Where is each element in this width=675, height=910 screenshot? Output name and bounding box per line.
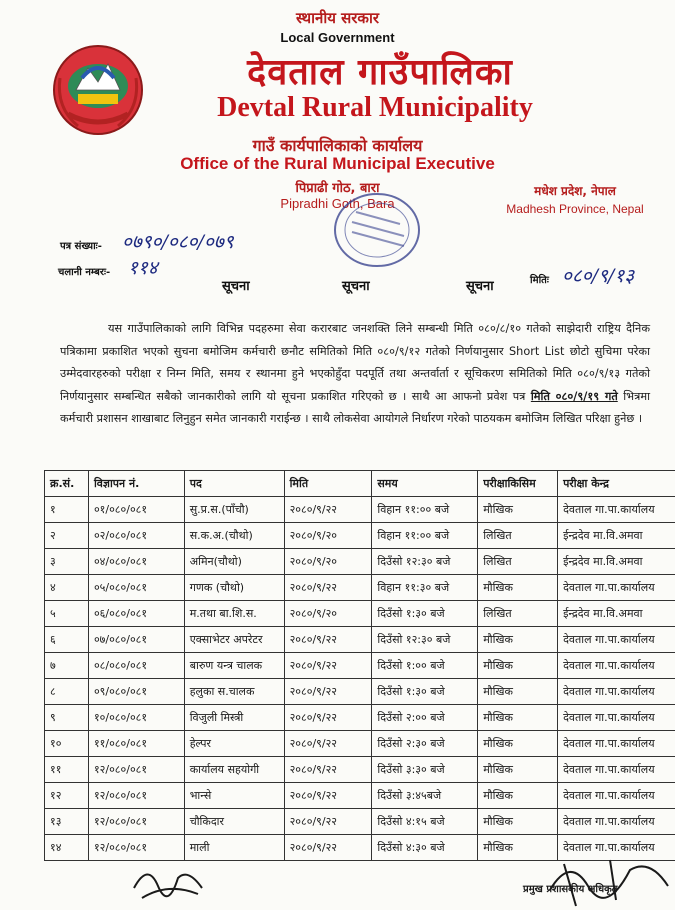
patra-label: पत्र संख्याः- <box>60 241 102 252</box>
gov-np: स्थानीय सरकार <box>296 9 379 27</box>
cell-date: २०८०/९/२० <box>284 523 372 549</box>
cell-post: एक्साभेटर अपरेटर <box>184 627 284 653</box>
table-row <box>45 679 675 705</box>
cell-exam-type: मौखिक <box>478 783 558 809</box>
cell-post: सु.प्र.स.(पाँचौ) <box>184 497 284 523</box>
address-np: पिप्राढी गोठ, बारा <box>295 181 380 196</box>
cell-ad-no: ०५/०८०/०८१ <box>88 575 184 601</box>
cell-exam-type: मौखिक <box>478 627 558 653</box>
cell-time: विहान ११:३० बजे <box>372 575 478 601</box>
cell-exam-type: मौखिक <box>478 835 558 861</box>
header-date: मिति <box>284 471 372 497</box>
patra-value: ०७९०/०८०/०७९ <box>122 231 234 253</box>
cell-date: २०८०/९/२२ <box>284 679 372 705</box>
cell-exam-type: मौखिक <box>478 705 558 731</box>
cell-exam-type: मौखिक <box>478 575 558 601</box>
cell-time: दिउँसो १२:३० बजे <box>372 549 478 575</box>
cell-sn: १० <box>45 731 89 757</box>
cell-ad-no: ०२/०८०/०८१ <box>88 523 184 549</box>
cell-exam-center: देवताल गा.पा.कार्यालय <box>558 731 675 757</box>
cell-time: विहान ११:०० बजे <box>372 523 478 549</box>
cell-ad-no: १२/०८०/०८१ <box>88 835 184 861</box>
cell-exam-center: देवताल गा.पा.कार्यालय <box>558 653 675 679</box>
cell-date: २०८०/९/२२ <box>284 835 372 861</box>
cell-sn: १ <box>45 497 89 523</box>
header-ad-no: विज्ञापन नं. <box>88 471 184 497</box>
cell-date: २०८०/९/२० <box>284 601 372 627</box>
address-en: Pipradhi Goth, Bara <box>280 196 395 211</box>
cell-post: माली <box>184 835 284 861</box>
cell-exam-type: मौखिक <box>478 809 558 835</box>
cell-date: २०८०/९/२२ <box>284 627 372 653</box>
body-part-2: भित्रमा कर्मचारी प्रशासन शाखाबाट लिनुहुन समेत जानकारी गराईन्छ । साथै लोकसेवा आयोगले निर्धारण गरेको पाठयकम बमोजिम लिखित परिक्षा हुनेछ । <box>60 389 651 425</box>
cell-sn: ८ <box>45 679 89 705</box>
table-row <box>45 523 675 549</box>
cell-post: स.क.अ.(चौथो) <box>184 523 284 549</box>
cell-sn: ७ <box>45 653 89 679</box>
table-row <box>45 497 675 523</box>
cell-post: म.तथा बा.शि.स. <box>184 601 284 627</box>
cell-sn: ९ <box>45 705 89 731</box>
cell-time: दिउँसो ४:१५ बजे <box>372 809 478 835</box>
cell-exam-center: देवताल गा.पा.कार्यालय <box>558 705 675 731</box>
table-body <box>45 497 675 861</box>
cell-time: दिउँसो ३:३० बजे <box>372 757 478 783</box>
office-stamp-icon <box>322 188 432 272</box>
cell-sn: ३ <box>45 549 89 575</box>
cell-post: गणक (चौथो) <box>184 575 284 601</box>
cell-date: २०८०/९/२२ <box>284 731 372 757</box>
table-row <box>45 627 675 653</box>
cell-ad-no: १२/०८०/०८१ <box>88 809 184 835</box>
cell-exam-center: देवताल गा.पा.कार्यालय <box>558 809 675 835</box>
cell-time: दिउँसो २:०० बजे <box>372 705 478 731</box>
cell-exam-type: मौखिक <box>478 497 558 523</box>
cell-date: २०८०/९/२२ <box>284 653 372 679</box>
cell-post: भान्से <box>184 783 284 809</box>
municipality-en: Devtal Rural Municipality <box>217 92 533 123</box>
cell-ad-no: १२/०८०/०८१ <box>88 757 184 783</box>
table-row <box>45 601 675 627</box>
cell-exam-center: देवताल गा.पा.कार्यालय <box>558 627 675 653</box>
cell-sn: १३ <box>45 809 89 835</box>
province-en: Madhesh Province, Nepal <box>506 202 644 216</box>
cell-ad-no: १२/०८०/०८१ <box>88 783 184 809</box>
cell-date: २०८०/९/२२ <box>284 497 372 523</box>
notice-title-1: सूचना <box>222 279 250 294</box>
cell-sn: ४ <box>45 575 89 601</box>
notice-title-3: सूचना <box>466 279 494 294</box>
table-row <box>45 549 675 575</box>
cell-time: विहान ११:०० बजे <box>372 497 478 523</box>
cell-exam-center: देवताल गा.पा.कार्यालय <box>558 575 675 601</box>
signatory-title: प्रमुख प्रशासकीय अधिकृत <box>523 884 618 895</box>
cell-exam-center: ईन्द्रदेव मा.वि.अमवा <box>558 549 675 575</box>
cell-post: हेल्पर <box>184 731 284 757</box>
nepal-emblem-icon <box>48 38 148 138</box>
cell-post: विजुली मिस्त्री <box>184 705 284 731</box>
cell-ad-no: १०/०८०/०८१ <box>88 705 184 731</box>
cell-ad-no: ०९/०८०/०८१ <box>88 679 184 705</box>
table-row <box>45 757 675 783</box>
cell-exam-center: देवताल गा.पा.कार्यालय <box>558 497 675 523</box>
cell-time: दिउँसो १:०० बजे <box>372 653 478 679</box>
notice-body <box>60 318 650 431</box>
signature-left-icon <box>128 858 208 904</box>
body-part-1: यस गाउँपालिकाको लागि विभिन्न पदहरुमा सेवा करारबाट जनशक्ति लिने सम्बन्धी मिति ०८०/८/१० गतेको साझेदारी राष्ट्रिय दैनिक पत्रिकामा प्रकाशित भएको सुचना बमोजिम कर्मचारी छनौट समितिको मिति ०८०/९/१२ गतेको निर्णयानुसार Short List छोटो सुचिमा परेका उम्मेदवारहरुको परीक्षा र निम्न मिति, समय र स्थानमा हुने भएकोहुँदा पदपूर्ति तथा अन्तर्वार्ता र सूचिकरण समितिको मिति ०८०/९/१३ गतेको निर्णयानुसार सम्बन्धित सबैको जानकारीको लागि यो सूचना प्रकाशित गरिएको छ । साथै आ आफनो प्रवेश पत्र <box>60 322 650 403</box>
miti-value: ०८०/९/१३ <box>562 265 635 287</box>
cell-sn: ६ <box>45 627 89 653</box>
office-en: Office of the Rural Municipal Executive <box>180 154 495 173</box>
cell-exam-center: देवताल गा.पा.कार्यालय <box>558 757 675 783</box>
cell-time: दिउँसो १:३० बजे <box>372 679 478 705</box>
table-row <box>45 731 675 757</box>
cell-date: २०८०/९/२२ <box>284 575 372 601</box>
cell-exam-center: देवताल गा.पा.कार्यालय <box>558 835 675 861</box>
cell-exam-type: लिखित <box>478 601 558 627</box>
cell-date: २०८०/९/२० <box>284 549 372 575</box>
cell-exam-center: देवताल गा.पा.कार्यालय <box>558 783 675 809</box>
cell-exam-center: ईन्द्रदेव मा.वि.अमवा <box>558 601 675 627</box>
cell-post: हलुका स.चालक <box>184 679 284 705</box>
office-np: गाउँ कार्यपालिकाको कार्यालय <box>252 136 423 155</box>
cell-exam-type: लिखित <box>478 523 558 549</box>
table-row <box>45 653 675 679</box>
signature-right-icon <box>540 850 675 910</box>
table-row <box>45 783 675 809</box>
cell-exam-type: मौखिक <box>478 731 558 757</box>
cell-exam-type: मौखिक <box>478 653 558 679</box>
province-np: मधेश प्रदेश, नेपाल <box>534 184 616 198</box>
cell-date: २०८०/९/२२ <box>284 757 372 783</box>
cell-exam-type: लिखित <box>478 549 558 575</box>
cell-post: कार्यालय सहयोगी <box>184 757 284 783</box>
cell-exam-center: ईन्द्रदेव मा.वि.अमवा <box>558 523 675 549</box>
cell-sn: २ <box>45 523 89 549</box>
table-row <box>45 575 675 601</box>
body-deadline: मिति ०८०/९/१९ गते <box>530 389 618 403</box>
cell-post: बारुण यन्त्र चालक <box>184 653 284 679</box>
cell-time: दिउँसो १२:३० बजे <box>372 627 478 653</box>
cell-ad-no: ०१/०८०/०८१ <box>88 497 184 523</box>
chalani-label: चलानी नम्बरः- <box>58 267 111 278</box>
cell-sn: १४ <box>45 835 89 861</box>
gov-en: Local Government <box>280 30 395 45</box>
miti-label: मितिः <box>530 275 549 286</box>
header-sn: क्र.सं. <box>45 471 89 497</box>
cell-sn: ५ <box>45 601 89 627</box>
cell-post: अमिन(चौथो) <box>184 549 284 575</box>
cell-ad-no: ०६/०८०/०८१ <box>88 601 184 627</box>
cell-sn: ११ <box>45 757 89 783</box>
header-post: पद <box>184 471 284 497</box>
header-exam-type: परीक्षाकिसिम <box>478 471 558 497</box>
table-row <box>45 705 675 731</box>
cell-date: २०८०/९/२२ <box>284 783 372 809</box>
table-header-row <box>45 471 675 497</box>
chalani-value: ११४ <box>128 257 158 279</box>
municipality-np: देवताल गाउँपालिका <box>247 52 513 93</box>
table-row <box>45 809 675 835</box>
cell-exam-type: मौखिक <box>478 679 558 705</box>
cell-exam-center: देवताल गा.पा.कार्यालय <box>558 679 675 705</box>
cell-time: दिउँसो ३:४५बजे <box>372 783 478 809</box>
cell-date: २०८०/९/२२ <box>284 809 372 835</box>
cell-sn: १२ <box>45 783 89 809</box>
cell-time: दिउँसो २:३० बजे <box>372 731 478 757</box>
header-time: समय <box>372 471 478 497</box>
cell-ad-no: ११/०८०/०८१ <box>88 731 184 757</box>
cell-exam-type: मौखिक <box>478 757 558 783</box>
cell-ad-no: ०४/०८०/०८१ <box>88 549 184 575</box>
cell-ad-no: ०७/०८०/०८१ <box>88 627 184 653</box>
cell-date: २०८०/९/२२ <box>284 705 372 731</box>
exam-schedule-table <box>44 470 675 861</box>
cell-post: चौकिदार <box>184 809 284 835</box>
cell-time: दिउँसो ४:३० बजे <box>372 835 478 861</box>
header-exam-center: परीक्षा केन्द्र <box>558 471 675 497</box>
cell-time: दिउँसो १:३० बजे <box>372 601 478 627</box>
cell-ad-no: ०८/०८०/०८१ <box>88 653 184 679</box>
notice-title-2: सूचना <box>342 279 370 294</box>
